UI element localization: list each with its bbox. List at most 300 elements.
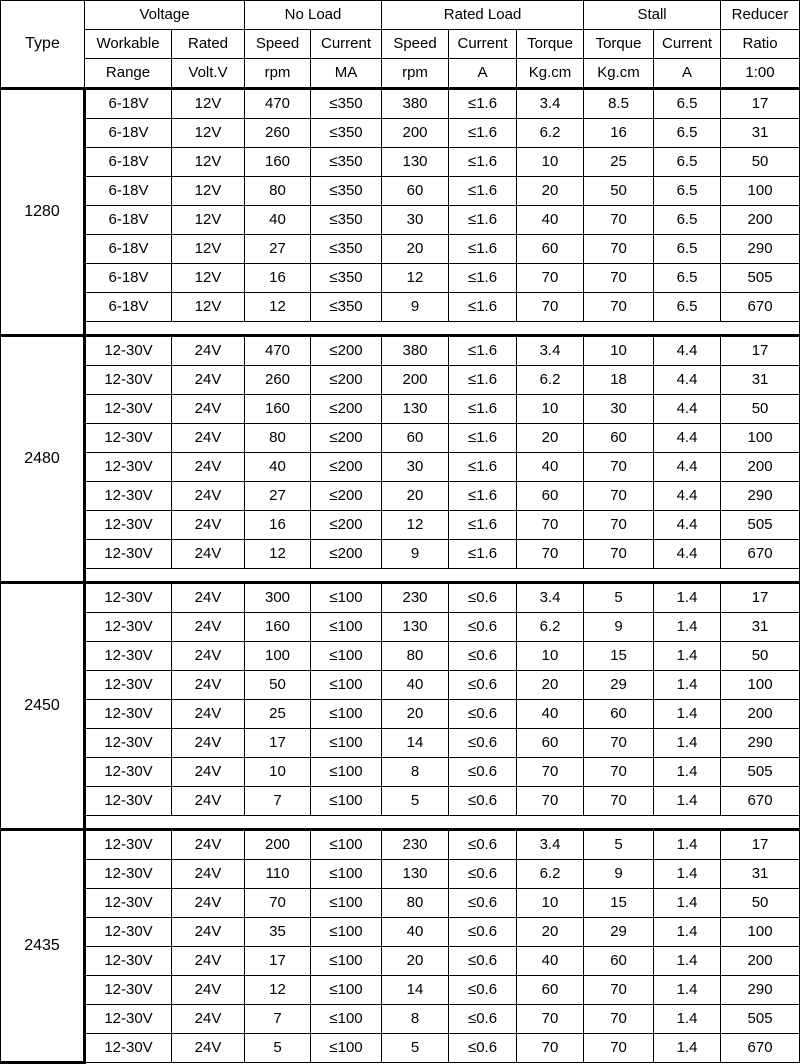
table-cell: 24V xyxy=(172,1005,245,1034)
table-cell: 24V xyxy=(172,729,245,758)
unit-header: MA xyxy=(311,59,382,89)
table-cell: ≤1.6 xyxy=(449,119,517,148)
table-cell: 50 xyxy=(721,642,800,671)
table-cell: 24V xyxy=(172,860,245,889)
table-cell: 200 xyxy=(382,366,449,395)
table-row xyxy=(1,424,800,453)
table-cell: 1.4 xyxy=(654,729,721,758)
table-cell: 15 xyxy=(584,889,654,918)
table-cell: 29 xyxy=(584,671,654,700)
table-cell: 24V xyxy=(172,758,245,787)
table-cell: 12-30V xyxy=(85,424,172,453)
table-cell: ≤200 xyxy=(311,482,382,511)
table-cell: 100 xyxy=(245,642,311,671)
table-cell: 300 xyxy=(245,583,311,613)
table-cell: 1.4 xyxy=(654,583,721,613)
table-cell: ≤1.6 xyxy=(449,511,517,540)
unit-header: A xyxy=(654,59,721,89)
table-cell: ≤0.6 xyxy=(449,947,517,976)
table-cell: 290 xyxy=(721,235,800,264)
table-cell: 1.4 xyxy=(654,613,721,642)
table-cell: 70 xyxy=(584,482,654,511)
table-cell: 12 xyxy=(245,540,311,569)
table-cell: 200 xyxy=(721,206,800,235)
table-cell: 31 xyxy=(721,860,800,889)
table-cell: 70 xyxy=(517,787,584,816)
unit-header: Volt.V xyxy=(172,59,245,89)
table-cell: 70 xyxy=(584,540,654,569)
table-cell: 50 xyxy=(721,889,800,918)
table-cell: ≤100 xyxy=(311,830,382,860)
table-cell: 24V xyxy=(172,583,245,613)
table-cell: 670 xyxy=(721,787,800,816)
table-cell: 505 xyxy=(721,1005,800,1034)
table-cell: ≤1.6 xyxy=(449,453,517,482)
table-cell: 6.5 xyxy=(654,293,721,322)
table-cell: 5 xyxy=(584,583,654,613)
table-cell: ≤0.6 xyxy=(449,700,517,729)
table-cell: 6.5 xyxy=(654,89,721,119)
table-cell: 60 xyxy=(382,177,449,206)
table-cell: 3.4 xyxy=(517,336,584,366)
table-cell: 12 xyxy=(245,976,311,1005)
sub-header: Speed xyxy=(382,30,449,59)
table-cell: 200 xyxy=(721,453,800,482)
table-cell: ≤0.6 xyxy=(449,729,517,758)
table-cell: 60 xyxy=(584,424,654,453)
table-cell: 380 xyxy=(382,89,449,119)
table-cell: 12-30V xyxy=(85,889,172,918)
type-cell: 2435 xyxy=(1,830,85,1063)
table-cell: ≤1.6 xyxy=(449,235,517,264)
table-cell: 70 xyxy=(584,729,654,758)
table-cell: 1.4 xyxy=(654,787,721,816)
table-cell: 9 xyxy=(584,860,654,889)
table-cell: 6-18V xyxy=(85,264,172,293)
table-cell: 9 xyxy=(584,613,654,642)
table-cell: 6-18V xyxy=(85,293,172,322)
table-cell: 1.4 xyxy=(654,889,721,918)
table-cell: 70 xyxy=(584,293,654,322)
table-cell: ≤100 xyxy=(311,671,382,700)
table-cell: 24V xyxy=(172,976,245,1005)
table-cell: 70 xyxy=(517,1005,584,1034)
table-cell: 130 xyxy=(382,860,449,889)
table-cell: 70 xyxy=(517,293,584,322)
sub-header: Ratio xyxy=(721,30,800,59)
table-cell: 12 xyxy=(382,264,449,293)
unit-header: 1:00 xyxy=(721,59,800,89)
table-cell: 4.4 xyxy=(654,482,721,511)
table-cell: 80 xyxy=(245,424,311,453)
table-cell: 60 xyxy=(517,976,584,1005)
table-cell: 12-30V xyxy=(85,830,172,860)
table-row xyxy=(1,453,800,482)
table-cell: 40 xyxy=(245,206,311,235)
table-cell: 70 xyxy=(584,1005,654,1034)
table-cell: 1.4 xyxy=(654,860,721,889)
table-cell: 6-18V xyxy=(85,177,172,206)
table-cell: 12-30V xyxy=(85,540,172,569)
table-cell: ≤1.6 xyxy=(449,366,517,395)
table-cell: ≤350 xyxy=(311,206,382,235)
table-cell: 14 xyxy=(382,976,449,1005)
table-row xyxy=(1,671,800,700)
table-cell: ≤1.6 xyxy=(449,540,517,569)
table-cell: 100 xyxy=(721,177,800,206)
table-cell: 6.2 xyxy=(517,366,584,395)
rated-load-header: Rated Load xyxy=(382,1,584,30)
table-cell: 24V xyxy=(172,395,245,424)
unit-header: Range xyxy=(85,59,172,89)
table-cell: 70 xyxy=(245,889,311,918)
table-cell: 380 xyxy=(382,336,449,366)
table-row xyxy=(1,89,800,119)
table-cell: ≤200 xyxy=(311,453,382,482)
table-cell: 6.5 xyxy=(654,235,721,264)
sub-header: Torque xyxy=(584,30,654,59)
table-cell: 30 xyxy=(382,206,449,235)
table-cell: 12V xyxy=(172,89,245,119)
table-cell: 50 xyxy=(584,177,654,206)
table-cell: ≤1.6 xyxy=(449,264,517,293)
table-row xyxy=(1,860,800,889)
table-cell: 70 xyxy=(584,787,654,816)
table-cell: 20 xyxy=(382,700,449,729)
unit-header: rpm xyxy=(245,59,311,89)
table-cell: 8.5 xyxy=(584,89,654,119)
table-row xyxy=(1,206,800,235)
table-cell: 17 xyxy=(721,89,800,119)
table-cell: 1.4 xyxy=(654,918,721,947)
table-cell: 12-30V xyxy=(85,336,172,366)
table-row xyxy=(1,235,800,264)
table-cell: ≤1.6 xyxy=(449,148,517,177)
table-cell: 130 xyxy=(382,395,449,424)
table-cell: ≤100 xyxy=(311,976,382,1005)
table-cell: 230 xyxy=(382,830,449,860)
table-cell: 18 xyxy=(584,366,654,395)
table-cell: 24V xyxy=(172,671,245,700)
table-cell: 200 xyxy=(382,119,449,148)
table-cell: 40 xyxy=(517,206,584,235)
table-cell: ≤100 xyxy=(311,918,382,947)
table-cell: 160 xyxy=(245,395,311,424)
table-cell: 70 xyxy=(584,976,654,1005)
table-cell: 16 xyxy=(584,119,654,148)
table-cell: 20 xyxy=(517,424,584,453)
table-cell: 12-30V xyxy=(85,671,172,700)
table-cell: ≤350 xyxy=(311,148,382,177)
table-cell: 3.4 xyxy=(517,583,584,613)
table-cell: 40 xyxy=(245,453,311,482)
table-row xyxy=(1,511,800,540)
group-separator xyxy=(85,322,800,336)
table-cell: 4.4 xyxy=(654,366,721,395)
table-cell: 50 xyxy=(721,148,800,177)
group-separator xyxy=(85,816,800,830)
table-cell: ≤1.6 xyxy=(449,424,517,453)
table-cell: 12V xyxy=(172,264,245,293)
table-cell: 50 xyxy=(721,395,800,424)
sub-header: Speed xyxy=(245,30,311,59)
table-cell: 12-30V xyxy=(85,583,172,613)
table-row xyxy=(1,119,800,148)
table-cell: ≤0.6 xyxy=(449,976,517,1005)
type-cell: 2450 xyxy=(1,583,85,830)
table-cell: 25 xyxy=(245,700,311,729)
table-cell: ≤1.6 xyxy=(449,336,517,366)
type-header: Type xyxy=(1,1,85,89)
table-cell: 20 xyxy=(382,947,449,976)
table-cell: 12V xyxy=(172,177,245,206)
sub-header: Workable xyxy=(85,30,172,59)
table-cell: ≤100 xyxy=(311,700,382,729)
table-cell: 12-30V xyxy=(85,366,172,395)
table-cell: 30 xyxy=(584,395,654,424)
table-cell: 12 xyxy=(382,511,449,540)
table-cell: 16 xyxy=(245,264,311,293)
table-cell: 6.2 xyxy=(517,119,584,148)
table-cell: 30 xyxy=(382,453,449,482)
table-cell: 3.4 xyxy=(517,830,584,860)
table-cell: 9 xyxy=(382,293,449,322)
table-cell: 670 xyxy=(721,1034,800,1063)
table-row xyxy=(1,583,800,613)
table-cell: 4.4 xyxy=(654,336,721,366)
table-row xyxy=(1,177,800,206)
table-cell: 6.2 xyxy=(517,860,584,889)
table-cell: 8 xyxy=(382,1005,449,1034)
table-cell: 60 xyxy=(517,235,584,264)
table-cell: 5 xyxy=(584,830,654,860)
reducer-header: Reducer xyxy=(721,1,800,30)
table-cell: 24V xyxy=(172,1034,245,1063)
table-cell: 9 xyxy=(382,540,449,569)
table-cell: 17 xyxy=(721,583,800,613)
table-cell: ≤200 xyxy=(311,540,382,569)
table-row xyxy=(1,918,800,947)
table-row xyxy=(1,540,800,569)
table-cell: 24V xyxy=(172,947,245,976)
unit-header: rpm xyxy=(382,59,449,89)
table-cell: 1.4 xyxy=(654,976,721,1005)
table-cell: 130 xyxy=(382,613,449,642)
table-cell: 1.4 xyxy=(654,830,721,860)
table-cell: 4.4 xyxy=(654,540,721,569)
table-cell: 20 xyxy=(382,482,449,511)
table-cell: 7 xyxy=(245,787,311,816)
table-cell: 40 xyxy=(517,453,584,482)
table-cell: 16 xyxy=(245,511,311,540)
table-cell: 12-30V xyxy=(85,947,172,976)
table-cell: 24V xyxy=(172,642,245,671)
table-cell: 200 xyxy=(721,700,800,729)
type-cell: 2480 xyxy=(1,336,85,583)
table-cell: ≤350 xyxy=(311,293,382,322)
table-cell: 12-30V xyxy=(85,758,172,787)
table-cell: 1.4 xyxy=(654,671,721,700)
table-cell: 60 xyxy=(584,947,654,976)
table-row xyxy=(1,613,800,642)
table-cell: 12V xyxy=(172,119,245,148)
table-cell: 505 xyxy=(721,264,800,293)
table-cell: 17 xyxy=(721,830,800,860)
no-load-header: No Load xyxy=(245,1,382,30)
sub-header: Rated xyxy=(172,30,245,59)
table-cell: ≤100 xyxy=(311,729,382,758)
table-cell: 12-30V xyxy=(85,1034,172,1063)
table-cell: 1.4 xyxy=(654,1005,721,1034)
table-cell: 24V xyxy=(172,918,245,947)
table-cell: ≤0.6 xyxy=(449,758,517,787)
table-row xyxy=(1,1005,800,1034)
table-cell: 70 xyxy=(584,758,654,787)
table-cell: 12 xyxy=(245,293,311,322)
table-cell: ≤1.6 xyxy=(449,89,517,119)
table-cell: 31 xyxy=(721,119,800,148)
table-cell: 160 xyxy=(245,148,311,177)
table-cell: ≤200 xyxy=(311,424,382,453)
table-cell: 4.4 xyxy=(654,511,721,540)
header-row-units xyxy=(1,59,800,89)
table-cell: 60 xyxy=(517,482,584,511)
table-cell: 7 xyxy=(245,1005,311,1034)
table-cell: 24V xyxy=(172,511,245,540)
table-cell: 290 xyxy=(721,729,800,758)
table-cell: 6-18V xyxy=(85,148,172,177)
table-cell: 12V xyxy=(172,206,245,235)
table-cell: 6.5 xyxy=(654,177,721,206)
voltage-header: Voltage xyxy=(85,1,245,30)
header-row-groups xyxy=(1,1,800,30)
table-row xyxy=(1,642,800,671)
table-cell: ≤0.6 xyxy=(449,1005,517,1034)
table-cell: ≤0.6 xyxy=(449,918,517,947)
table-cell: 12-30V xyxy=(85,642,172,671)
table-cell: ≤0.6 xyxy=(449,671,517,700)
table-cell: 10 xyxy=(584,336,654,366)
table-row xyxy=(1,482,800,511)
table-cell: ≤350 xyxy=(311,235,382,264)
table-cell: 40 xyxy=(382,671,449,700)
table-cell: 1.4 xyxy=(654,947,721,976)
table-cell: 6.5 xyxy=(654,148,721,177)
table-cell: 17 xyxy=(721,336,800,366)
table-cell: 110 xyxy=(245,860,311,889)
table-cell: ≤0.6 xyxy=(449,889,517,918)
table-cell: ≤100 xyxy=(311,583,382,613)
table-cell: 40 xyxy=(517,700,584,729)
table-cell: 260 xyxy=(245,366,311,395)
table-cell: ≤350 xyxy=(311,89,382,119)
group-separator-row xyxy=(1,569,800,583)
table-cell: 24V xyxy=(172,700,245,729)
table-cell: 80 xyxy=(245,177,311,206)
table-cell: 70 xyxy=(517,540,584,569)
table-cell: ≤100 xyxy=(311,947,382,976)
table-cell: 505 xyxy=(721,758,800,787)
table-cell: 24V xyxy=(172,613,245,642)
table-cell: 6-18V xyxy=(85,206,172,235)
table-cell: 50 xyxy=(245,671,311,700)
table-cell: ≤1.6 xyxy=(449,293,517,322)
table-row xyxy=(1,366,800,395)
table-cell: 70 xyxy=(517,1034,584,1063)
table-row xyxy=(1,148,800,177)
table-row xyxy=(1,700,800,729)
table-cell: 24V xyxy=(172,787,245,816)
table-cell: 100 xyxy=(721,918,800,947)
table-cell: ≤350 xyxy=(311,119,382,148)
table-cell: 12V xyxy=(172,235,245,264)
table-cell: ≤200 xyxy=(311,366,382,395)
table-cell: 12V xyxy=(172,148,245,177)
sub-header: Current xyxy=(449,30,517,59)
table-row xyxy=(1,729,800,758)
table-cell: 70 xyxy=(584,206,654,235)
table-cell: 8 xyxy=(382,758,449,787)
table-cell: 12-30V xyxy=(85,453,172,482)
table-cell: 27 xyxy=(245,235,311,264)
table-row xyxy=(1,830,800,860)
group-separator-row xyxy=(1,322,800,336)
table-cell: 70 xyxy=(584,264,654,293)
table-cell: 130 xyxy=(382,148,449,177)
table-cell: 70 xyxy=(584,235,654,264)
table-cell: 5 xyxy=(245,1034,311,1063)
table-cell: 17 xyxy=(245,729,311,758)
table-cell: ≤100 xyxy=(311,642,382,671)
table-row xyxy=(1,336,800,366)
table-cell: ≤100 xyxy=(311,613,382,642)
table-cell: ≤1.6 xyxy=(449,206,517,235)
table-cell: 505 xyxy=(721,511,800,540)
table-cell: 290 xyxy=(721,482,800,511)
table-cell: 100 xyxy=(721,671,800,700)
table-cell: 17 xyxy=(245,947,311,976)
table-cell: ≤100 xyxy=(311,889,382,918)
table-cell: 200 xyxy=(245,830,311,860)
table-cell: 70 xyxy=(517,264,584,293)
table-cell: 6.5 xyxy=(654,264,721,293)
table-cell: 6-18V xyxy=(85,119,172,148)
table-cell: 31 xyxy=(721,613,800,642)
table-cell: 12-30V xyxy=(85,976,172,1005)
table-cell: 4.4 xyxy=(654,453,721,482)
table-cell: 60 xyxy=(382,424,449,453)
table-cell: 10 xyxy=(517,148,584,177)
table-cell: 12-30V xyxy=(85,918,172,947)
table-cell: 230 xyxy=(382,583,449,613)
table-cell: 31 xyxy=(721,366,800,395)
table-cell: ≤0.6 xyxy=(449,830,517,860)
table-cell: 4.4 xyxy=(654,395,721,424)
unit-header: A xyxy=(449,59,517,89)
table-row xyxy=(1,1034,800,1063)
table-cell: ≤1.6 xyxy=(449,395,517,424)
table-cell: ≤100 xyxy=(311,1005,382,1034)
table-cell: 24V xyxy=(172,453,245,482)
table-cell: 15 xyxy=(584,642,654,671)
table-cell: 12-30V xyxy=(85,511,172,540)
table-cell: 20 xyxy=(517,671,584,700)
table-cell: 20 xyxy=(517,177,584,206)
table-cell: 10 xyxy=(517,889,584,918)
table-row xyxy=(1,787,800,816)
table-cell: 80 xyxy=(382,642,449,671)
table-cell: 290 xyxy=(721,976,800,1005)
